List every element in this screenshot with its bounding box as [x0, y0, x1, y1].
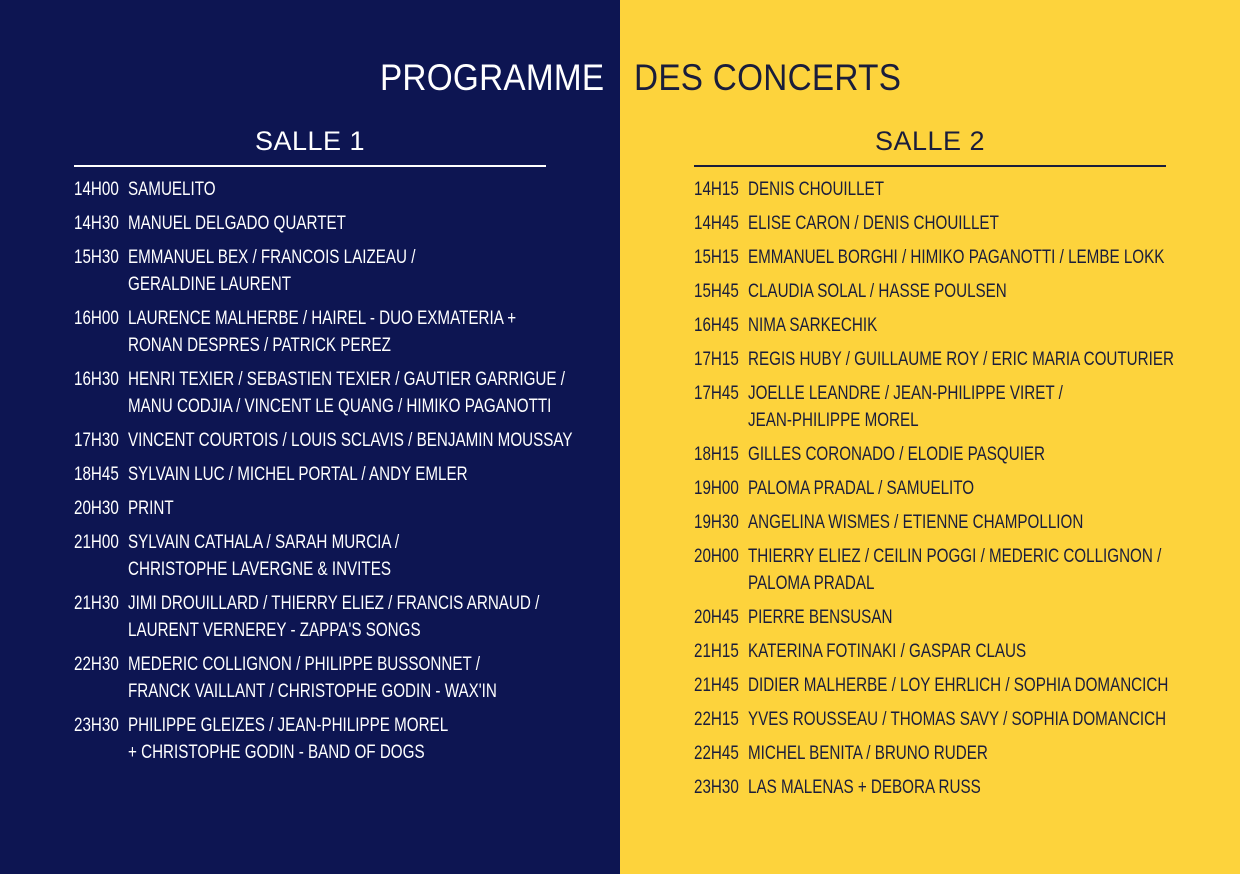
schedule-row: [74, 590, 634, 644]
performer-line: LAURENT VERNEREY - ZAPPA'S SONGS: [128, 620, 421, 641]
schedule-row: [694, 740, 1240, 767]
performer-line: FRANCK VAILLANT / CHRISTOPHE GODIN - WAX'IN: [128, 681, 497, 702]
salle-2-divider: [694, 165, 1166, 167]
time-label: 14H45: [694, 213, 739, 234]
time-label: 23H30: [694, 777, 739, 798]
performer-names: [128, 305, 533, 359]
performer-line: MANU CODJIA / VINCENT LE QUANG / HIMIKO PAGANOTTI: [128, 396, 552, 417]
performer-line: NIMA SARKECHIK: [748, 315, 878, 336]
performer-line: HENRI TEXIER / SEBASTIEN TEXIER / GAUTIER GARRIGUE /: [128, 369, 565, 390]
performer-names: [748, 706, 1166, 733]
schedule-row: [694, 638, 1240, 665]
performer-line: RONAN DESPRES / PATRICK PEREZ: [128, 335, 391, 356]
performer-names: [748, 543, 1161, 597]
performer-names: [748, 210, 1153, 237]
schedule-row: [694, 210, 1240, 237]
performer-names: [128, 244, 533, 298]
time-label: 15H45: [694, 281, 739, 302]
performer-names: [748, 740, 1153, 767]
time-label: 14H00: [74, 179, 119, 200]
performer-names: [128, 529, 533, 583]
performer-line: VINCENT COURTOIS / LOUIS SCLAVIS / BENJAMIN MOUSSAY: [128, 430, 573, 451]
schedule-row: [694, 604, 1240, 631]
schedule-row: [694, 176, 1240, 203]
time-label: 22H15: [694, 709, 739, 730]
performer-names: [748, 475, 1153, 502]
performer-line: EMMANUEL BEX / FRANCOIS LAIZEAU /: [128, 247, 416, 268]
performer-names: [128, 495, 533, 522]
salle-2-heading: SALLE 2: [874, 126, 986, 156]
schedule-row: [694, 706, 1240, 733]
performer-names: [748, 638, 1153, 665]
performer-line: MANUEL DELGADO QUARTET: [128, 213, 346, 234]
performer-line: + CHRISTOPHE GODIN - BAND OF DOGS: [128, 742, 425, 763]
performer-line: REGIS HUBY / GUILLAUME ROY / ERIC MARIA COUTURIER: [748, 349, 1174, 370]
schedule-row: [694, 380, 1240, 434]
schedule-row: [694, 312, 1240, 339]
performer-line: ELISE CARON / DENIS CHOUILLET: [748, 213, 999, 234]
performer-line: JEAN-PHILIPPE MOREL: [748, 410, 919, 431]
performer-line: SYLVAIN LUC / MICHEL PORTAL / ANDY EMLER: [128, 464, 468, 485]
salle-2-schedule: [694, 176, 1240, 808]
performer-line: YVES ROUSSEAU / THOMAS SAVY / SOPHIA DOMANCICH: [748, 709, 1167, 730]
schedule-row: [74, 176, 634, 203]
time-label: 21H00: [74, 532, 119, 553]
performer-names: [128, 651, 533, 705]
time-label: 16H30: [74, 369, 119, 390]
time-label: 16H00: [74, 308, 119, 329]
time-label: 18H15: [694, 444, 739, 465]
performer-line: PHILIPPE GLEIZES / JEAN-PHILIPPE MOREL: [128, 715, 449, 736]
performer-names: [748, 346, 1174, 373]
performer-names: [748, 672, 1168, 699]
schedule-row: [694, 672, 1240, 699]
performer-names: [128, 461, 533, 488]
time-label: 20H30: [74, 498, 119, 519]
time-label: 22H45: [694, 743, 739, 764]
performer-line: LAS MALENAS + DEBORA RUSS: [748, 777, 981, 798]
schedule-row: [74, 305, 634, 359]
time-label: 17H15: [694, 349, 739, 370]
salle-1-divider: [74, 165, 546, 167]
performer-line: CHRISTOPHE LAVERGNE & INVITES: [128, 559, 391, 580]
performer-line: LAURENCE MALHERBE / HAIREL - DUO EXMATERIA +: [128, 308, 517, 329]
performer-line: KATERINA FOTINAKI / GASPAR CLAUS: [748, 641, 1027, 662]
performer-line: EMMANUEL BORGHI / HIMIKO PAGANOTTI / LEMBE LOKK: [748, 247, 1165, 268]
time-label: 21H30: [74, 593, 119, 614]
performer-line: THIERRY ELIEZ / CEILIN POGGI / MEDERIC COLLIGNON /: [748, 546, 1162, 567]
time-label: 23H30: [74, 715, 119, 736]
performer-names: [128, 427, 573, 454]
time-label: 17H30: [74, 430, 119, 451]
performer-names: [748, 278, 1153, 305]
schedule-row: [694, 774, 1240, 801]
schedule-row: [694, 475, 1240, 502]
performer-line: SYLVAIN CATHALA / SARAH MURCIA /: [128, 532, 400, 553]
performer-names: [128, 366, 565, 420]
schedule-row: [74, 651, 634, 705]
time-label: 19H30: [694, 512, 739, 533]
performer-names: [748, 509, 1153, 536]
time-label: 19H00: [694, 478, 739, 499]
time-label: 20H45: [694, 607, 739, 628]
time-label: 15H15: [694, 247, 739, 268]
salle-1-heading: SALLE 1: [254, 126, 366, 156]
time-label: 22H30: [74, 654, 119, 675]
performer-names: [748, 774, 1153, 801]
page-title-right: DES CONCERTS: [634, 57, 902, 98]
performer-names: [748, 312, 1153, 339]
time-label: 14H30: [74, 213, 119, 234]
performer-line: ANGELINA WISMES / ETIENNE CHAMPOLLION: [748, 512, 1084, 533]
time-label: 21H45: [694, 675, 739, 696]
performer-names: [748, 176, 1153, 203]
schedule-row: [74, 712, 634, 766]
schedule-row: [74, 210, 634, 237]
performer-line: PALOMA PRADAL: [748, 573, 875, 594]
performer-names: [748, 244, 1164, 271]
performer-line: PIERRE BENSUSAN: [748, 607, 893, 628]
performer-line: PRINT: [128, 498, 174, 519]
time-label: 16H45: [694, 315, 739, 336]
schedule-row: [694, 441, 1240, 468]
schedule-row: [694, 278, 1240, 305]
schedule-row: [694, 244, 1240, 271]
performer-names: [128, 712, 533, 766]
time-label: 18H45: [74, 464, 119, 485]
performer-line: MEDERIC COLLIGNON / PHILIPPE BUSSONNET /: [128, 654, 480, 675]
performer-names: [128, 210, 533, 237]
performer-line: MICHEL BENITA / BRUNO RUDER: [748, 743, 988, 764]
performer-names: [128, 176, 533, 203]
schedule-row: [694, 346, 1240, 373]
performer-line: DIDIER MALHERBE / LOY EHRLICH / SOPHIA DOMANCICH: [748, 675, 1169, 696]
performer-line: CLAUDIA SOLAL / HASSE POULSEN: [748, 281, 1007, 302]
performer-line: GILLES CORONADO / ELODIE PASQUIER: [748, 444, 1046, 465]
performer-line: JIMI DROUILLARD / THIERRY ELIEZ / FRANCIS ARNAUD /: [128, 593, 540, 614]
schedule-row: [74, 461, 634, 488]
time-label: 21H15: [694, 641, 739, 662]
performer-names: [128, 590, 539, 644]
schedule-row: [74, 529, 634, 583]
schedule-row: [74, 244, 634, 298]
schedule-row: [694, 509, 1240, 536]
performer-names: [748, 604, 1153, 631]
performer-line: DENIS CHOUILLET: [748, 179, 884, 200]
time-label: 20H00: [694, 546, 739, 567]
time-label: 14H15: [694, 179, 739, 200]
schedule-row: [74, 427, 634, 454]
performer-line: PALOMA PRADAL / SAMUELITO: [748, 478, 975, 499]
schedule-row: [74, 366, 634, 420]
performer-line: JOELLE LEANDRE / JEAN-PHILIPPE VIRET /: [748, 383, 1063, 404]
performer-line: SAMUELITO: [128, 179, 216, 200]
salle-1-schedule: [74, 176, 634, 773]
time-label: 15H30: [74, 247, 119, 268]
performer-line: GERALDINE LAURENT: [128, 274, 292, 295]
schedule-row: [694, 543, 1240, 597]
performer-names: [748, 441, 1153, 468]
schedule-row: [74, 495, 634, 522]
performer-names: [748, 380, 1153, 434]
page-title-left: PROGRAMME: [379, 57, 604, 98]
time-label: 17H45: [694, 383, 739, 404]
